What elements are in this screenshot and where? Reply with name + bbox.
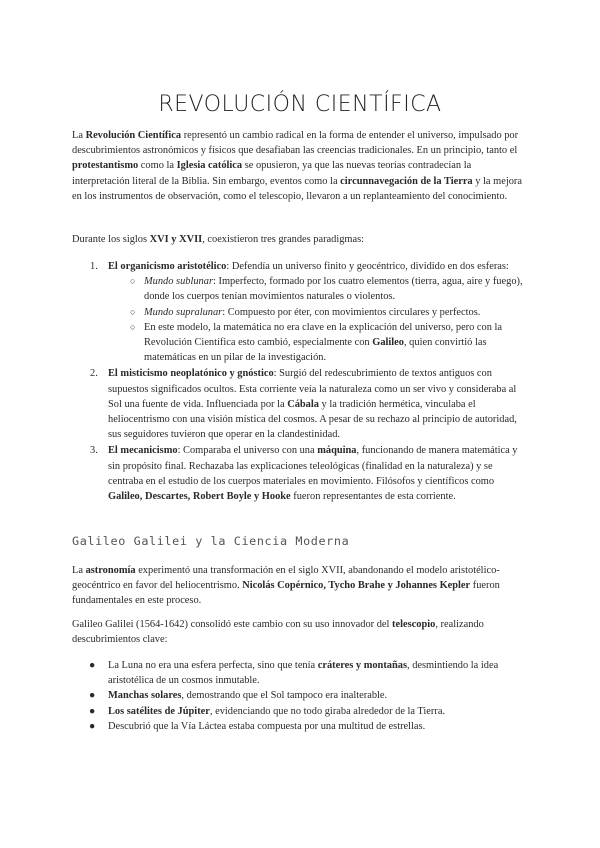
text-run: La Luna no era una esfera perfecta, sino que tenía — [108, 660, 318, 671]
text-run: : Surgió del redescubrimiento de textos antiguos con supuestos significados ocultos. Esta corriente veía la naturaleza como un ser vivo y consideraba al Sol una fuente de vida. Influenciada por la — [108, 368, 517, 410]
paradigms-list — [72, 259, 530, 505]
list-number: 1. — [90, 261, 98, 272]
circle-bullet-icon: ○ — [130, 321, 136, 332]
bullet-icon: ● — [89, 690, 96, 702]
bold-term: El mecanicismo — [108, 445, 178, 457]
paradigm-item-organicismo — [72, 259, 530, 365]
text-run: Durante los siglos — [72, 234, 150, 245]
text-run: fueron representantes de esta corriente. — [290, 491, 456, 503]
text-run: : Defendía un universo finito y geocéntrico, dividido en dos esferas: — [226, 261, 509, 272]
text-run: , realizando descubrimientos clave: — [72, 619, 484, 646]
bold-term: Manchas solares — [108, 690, 182, 702]
bold-term: cráteres y montañas — [317, 660, 407, 671]
galileo-paragraph — [72, 617, 530, 647]
bold-term: Cábala — [287, 398, 319, 410]
paradigm-item-misticismo — [72, 366, 530, 442]
bold-term: astronomía — [85, 565, 136, 576]
list-item — [72, 688, 530, 703]
text-run: , quien convirtió las matemáticas en un pilar de la investigación. — [144, 337, 487, 364]
sublist-item — [108, 320, 530, 366]
text-run: , coexistieron tres grandes paradigmas: — [202, 234, 365, 245]
astronomy-paragraph — [72, 563, 530, 609]
bullet-icon: ● — [89, 705, 96, 717]
circle-bullet-icon: ○ — [130, 276, 136, 287]
text-run: se opusieron, ya que las nuevas teorías contradecían la interpretación literal de la Biblia. Sin embargo, eventos como la — [72, 160, 472, 187]
sublist-item — [108, 305, 530, 320]
discoveries-list — [72, 658, 530, 734]
text-run: fueron fundamentales en este proceso. — [72, 580, 500, 607]
text-run: La — [72, 565, 86, 576]
text-run: : Imperfecto, formado por los cuatro elementos (tierra, agua, aire y fuego), donde los cuerpos tenían movimientos naturales o violentos. — [144, 276, 523, 303]
text-run: , desmintiendo la idea aristotélica de un cosmos inmutable. — [108, 660, 499, 687]
bold-term: Galileo — [372, 337, 404, 349]
list-item — [72, 658, 530, 688]
bold-term: Nicolás Copérnico, Tycho Brahe y Johannes Kepler — [242, 580, 471, 592]
bold-term: máquina — [317, 445, 357, 457]
bold-term: Revolución Científica — [85, 130, 182, 141]
page-title: REVOLUCIÓN CIENTÍFICA — [158, 92, 442, 117]
text-run: representó un cambio radical en la forma de entender el universo, impulsado por descubrimientos astronómicos y físicos que desafiaban las creencias tradicionales. En un principio, tanto el — [72, 130, 519, 157]
text-run: y la mejora en los instrumentos de observación, como el telescopio, llevaron a un replanteamiento del conocimiento. — [72, 175, 522, 202]
text-run: En este modelo, la matemática no era clave en la explicación del universo, pero con la Revolución Científica esto cambió, especialmente con — [144, 321, 503, 349]
list-number: 3. — [90, 445, 98, 457]
circle-bullet-icon: ○ — [130, 306, 136, 317]
bold-term: Los satélites de Júpiter — [108, 705, 210, 717]
bullet-icon: ● — [89, 720, 96, 732]
bold-term: protestantismo — [72, 160, 139, 172]
text-run: Descubrió que la Vía Láctea estaba compuesta por una multitud de estrellas. — [108, 720, 426, 732]
text-run: como la — [138, 160, 177, 172]
text-run: experimentó una transformación en el siglo XVII, abandonando el modelo aristotélico-geocéntrico en favor del heliocentrismo. — [72, 565, 500, 592]
text-run: La — [72, 130, 86, 141]
bold-term: telescopio — [392, 619, 436, 630]
text-run: : Compuesto por éter, con movimientos circulares y perfectos. — [222, 306, 481, 318]
italic-term: Mundo sublunar — [144, 276, 213, 288]
text-run: , funcionando de manera matemática y sin propósito final. Rechazaba las explicaciones teleológicas (finalidad en la naturaleza) y se centraba en el estudio de los cuerpos materiales en movimiento. Filósofos y científicos como — [108, 445, 518, 487]
text-run: : Comparaba el universo con una — [177, 445, 318, 457]
bold-term: El misticismo neoplatónico y gnóstico — [108, 368, 274, 380]
list-item — [72, 704, 530, 719]
italic-term: Mundo supralunar — [144, 306, 223, 318]
paradigms-intro-paragraph — [72, 232, 530, 247]
bullet-icon: ● — [89, 660, 96, 671]
bold-term: El organicismo aristotélico — [108, 261, 227, 272]
bold-term: XVI y XVII — [149, 234, 203, 245]
bold-term: circunnavegación de la Tierra — [340, 175, 473, 187]
intro-paragraph — [72, 128, 530, 204]
paradigm-item-mecanicismo — [72, 443, 530, 504]
text-run: y la tradición hermética, vinculaba el heliocentrismo con una visión mística del cosmos. A pesar de su rechazo al principio de autoridad, sus seguidores tuvieron que operar en la clandestinidad. — [108, 398, 517, 441]
section-subtitle: Galileo Galilei y la Ciencia Moderna — [72, 534, 350, 548]
sublist — [108, 274, 530, 365]
bold-term: Galileo, Descartes, Robert Boyle y Hooke — [108, 491, 291, 503]
list-item — [72, 719, 530, 734]
text-run: , demostrando que el Sol tampoco era inalterable. — [181, 690, 388, 702]
text-run: Galileo Galilei (1564-1642) consolidó este cambio con su uso innovador del — [72, 619, 393, 630]
text-run: , evidenciando que no todo giraba alrededor de la Tierra. — [209, 705, 446, 717]
bold-term: Iglesia católica — [176, 160, 243, 172]
sublist-item — [108, 274, 530, 304]
list-number: 2. — [90, 368, 98, 380]
